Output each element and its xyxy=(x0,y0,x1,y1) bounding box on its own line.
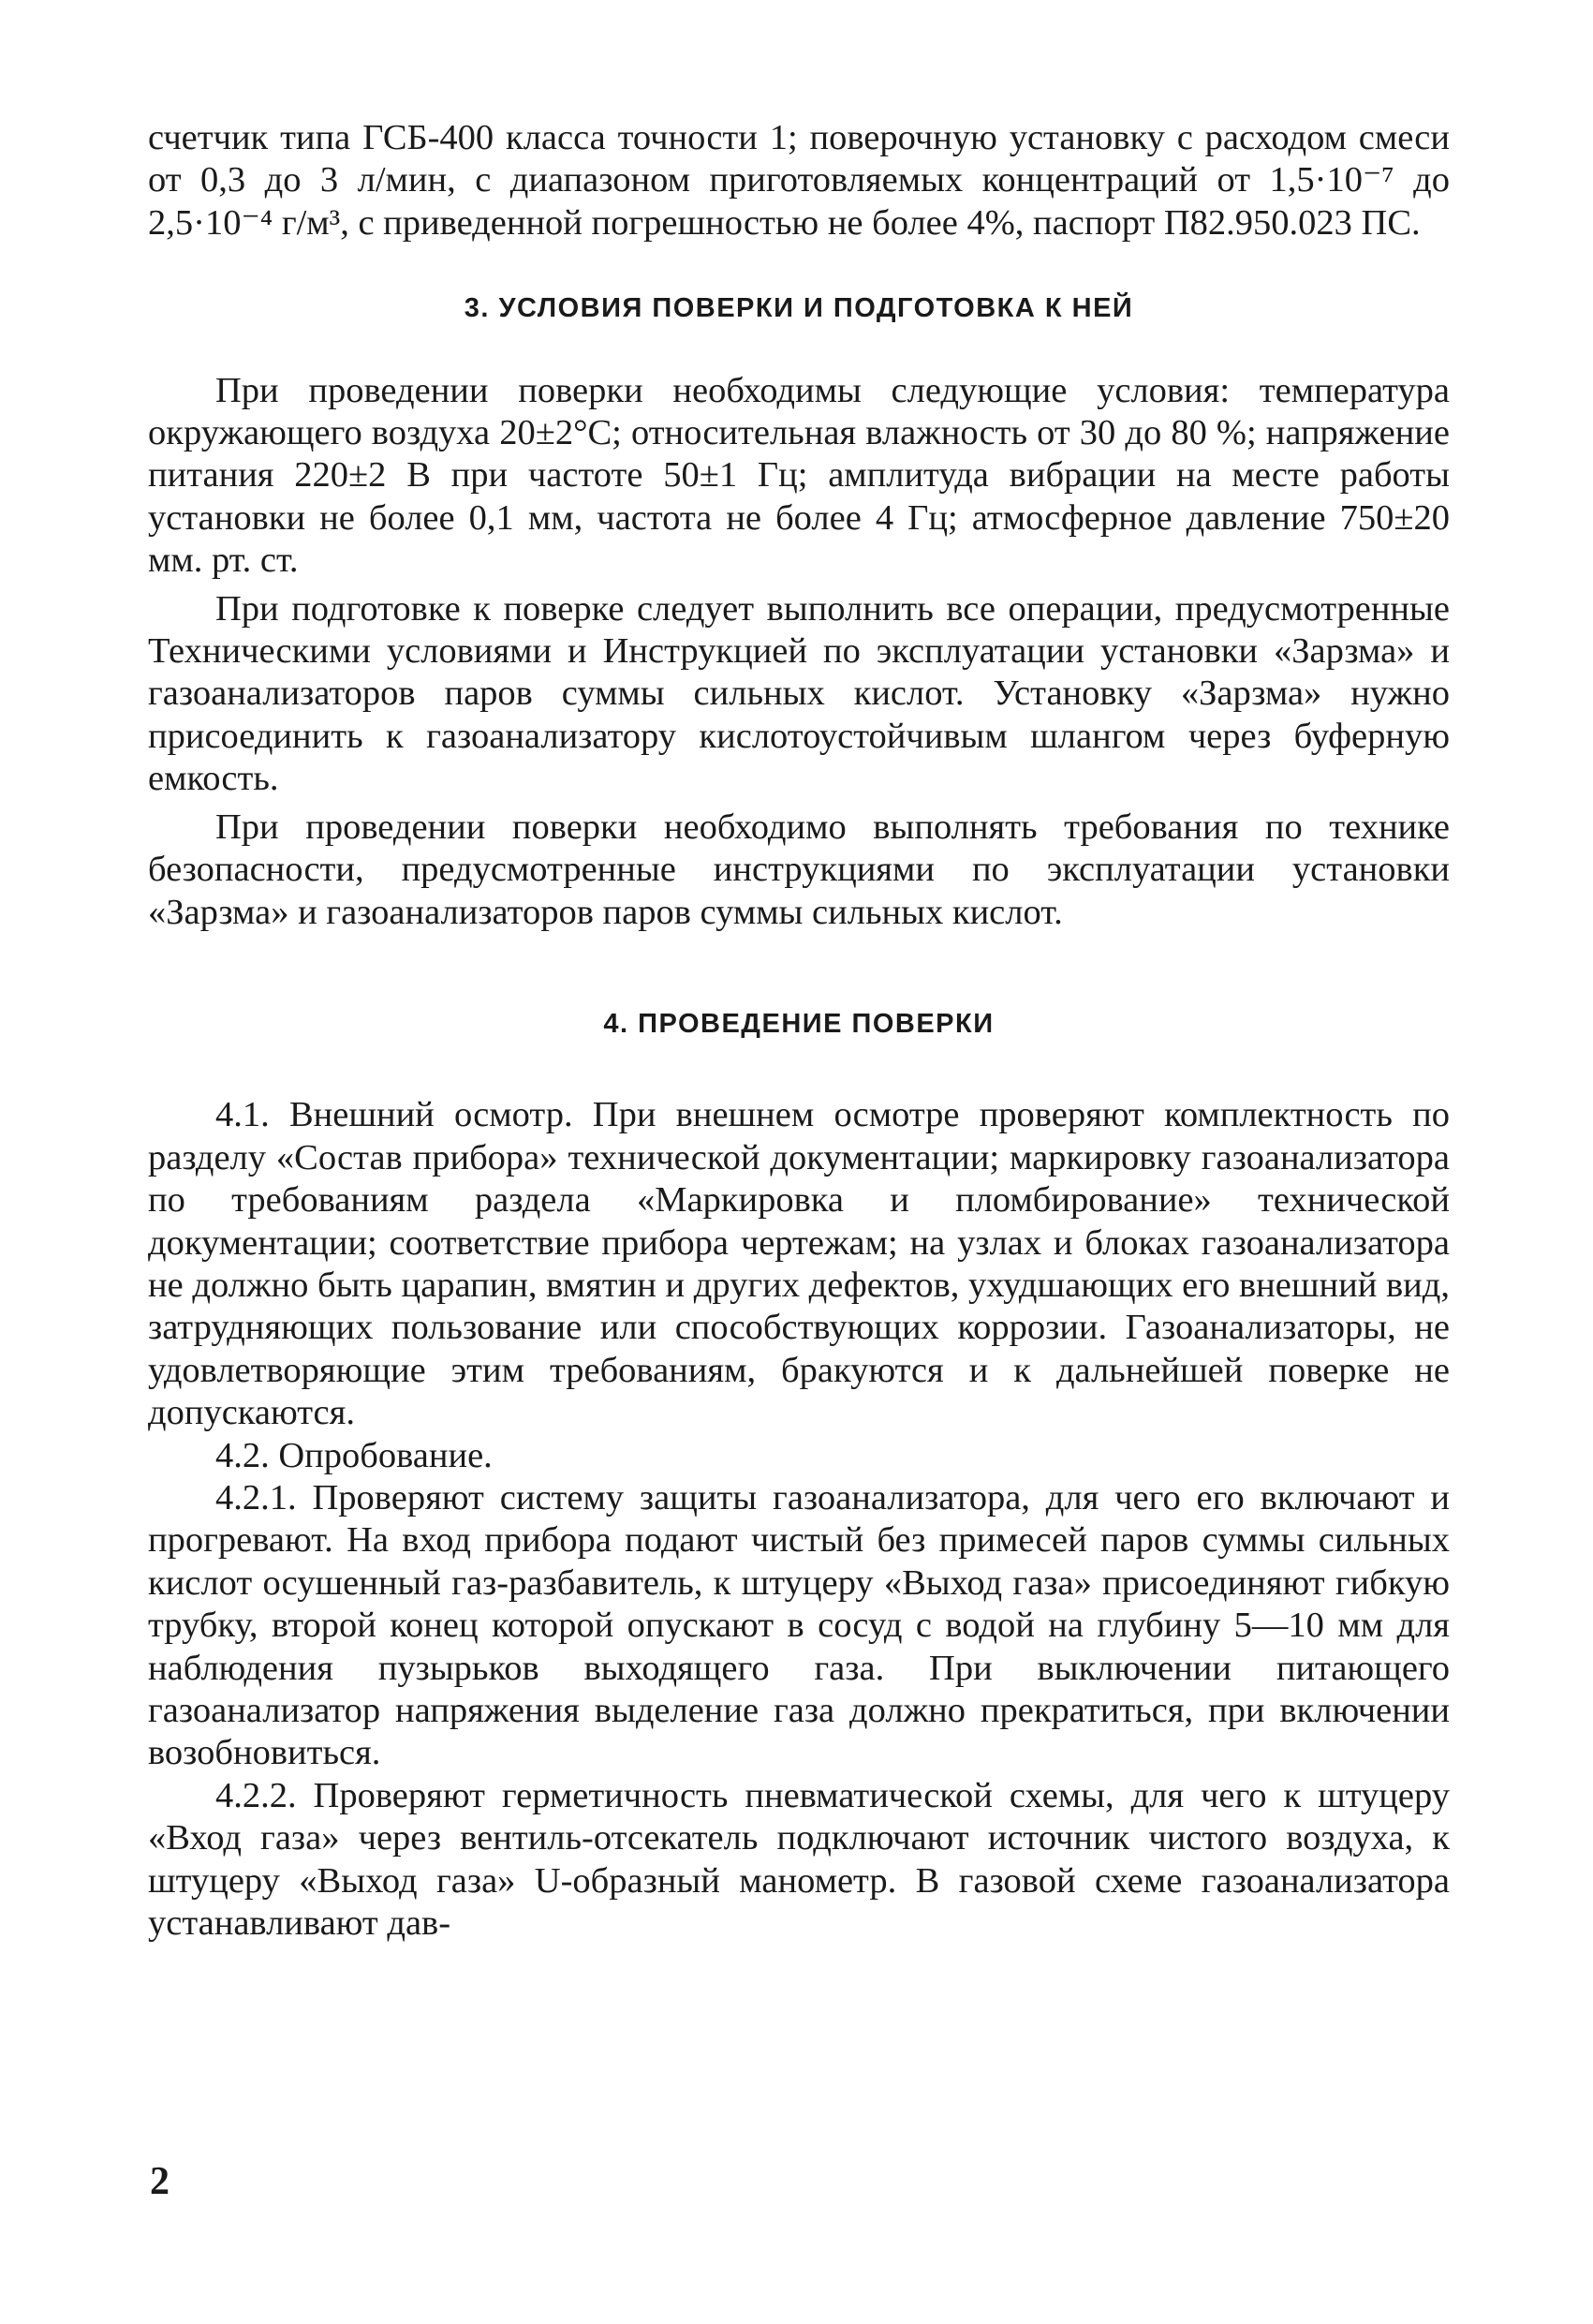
section-3-paragraph-safety: При проведении поверки необходимо выполнять требования по технике безопасности, предусмотренные инструкциями по эксплуатации установки «Зарзма» и газоанализаторов паров суммы сильных кислот. xyxy=(148,807,1450,932)
section-3-heading: 3. УСЛОВИЯ ПОВЕРКИ И ПОДГОТОВКА К НЕЙ xyxy=(464,293,1134,324)
section-3-paragraph-preparation: При подготовке к поверке следует выполнить все операции, предусмотренные Техническими условиями и Инструкцией по эксплуатации установки «Зарзма» и газоанализаторов паров суммы сильных кислот. Установку «Зарзма» нужно присоединить к газоанализатору кислотоустойчивым шлангом через буферную емкость. xyxy=(148,588,1450,799)
section-4-paragraph-4-2-2: 4.2.2. Проверяют герметичность пневматической схемы, для чего к штуцеру «Вход газа» через вентиль-отсекатель подключают источник чистого воздуха, к штуцеру «Выход газа» U-образный манометр. В газовой схеме газоанализатора устанавливают дав- xyxy=(148,1775,1450,1944)
section-4-heading: 4. ПРОВЕДЕНИЕ ПОВЕРКИ xyxy=(603,1008,995,1039)
section-3-paragraph-conditions: При проведении поверки необходимы следующие условия: температура окружающего воздуха 20±2°С; относительная влажность от 30 до 80 %; напряжение питания 220±2 В при частоте 50±1 Гц; амплитуда вибрации на месте работы установки не более 0,1 мм, частота не более 4 Гц; атмосферное давление 750±20 мм. рт. ст. xyxy=(148,370,1450,581)
document-page xyxy=(148,117,1450,1945)
intro-paragraph: счетчик типа ГСБ-400 класса точности 1; поверочную установку с расходом смеси от 0,3 до 3 л/мин, с диапазоном приготовляемых концентраций от 1,5·10⁻⁷ до 2,5·10⁻⁴ г/м³, с приведенной погрешностью не более 4%, паспорт П82.950.023 ПС. xyxy=(148,118,1450,243)
section-4-paragraph-4-2: 4.2. Опробование. xyxy=(215,1435,493,1475)
page-number: 2 xyxy=(150,2160,170,2203)
section-4-paragraph-4-2-1: 4.2.1. Проверяют систему защиты газоанализатора, для чего его включают и прогревают. На вход прибора подают чистый без примесей паров суммы сильных кислот осушенный газ-разбавитель, к штуцеру «Выход газа» присоединяют гибкую трубку, второй конец которой опускают в сосуд с водой на глубину 5—10 мм для наблюдения пузырьков выходящего газа. При выключении питающего газоанализатор напряжения выделение газа должно прекратиться, при включении возобновиться. xyxy=(148,1477,1450,1773)
section-4-paragraph-4-1: 4.1. Внешний осмотр. При внешнем осмотре проверяют комплектность по разделу «Состав прибора» технической документации; маркировку газоанализатора по требованиям раздела «Маркировка и пломбирование» технической документации; соответствие прибора чертежам; на узлах и блоках газоанализатора не должно быть царапин, вмятин и других дефектов, ухудшающих его внешний вид, затрудняющих пользование или способствующих коррозии. Газоанализаторы, не удовлетворяющие этим требованиям, бракуются и к дальнейшей поверке не допускаются. xyxy=(148,1095,1450,1433)
